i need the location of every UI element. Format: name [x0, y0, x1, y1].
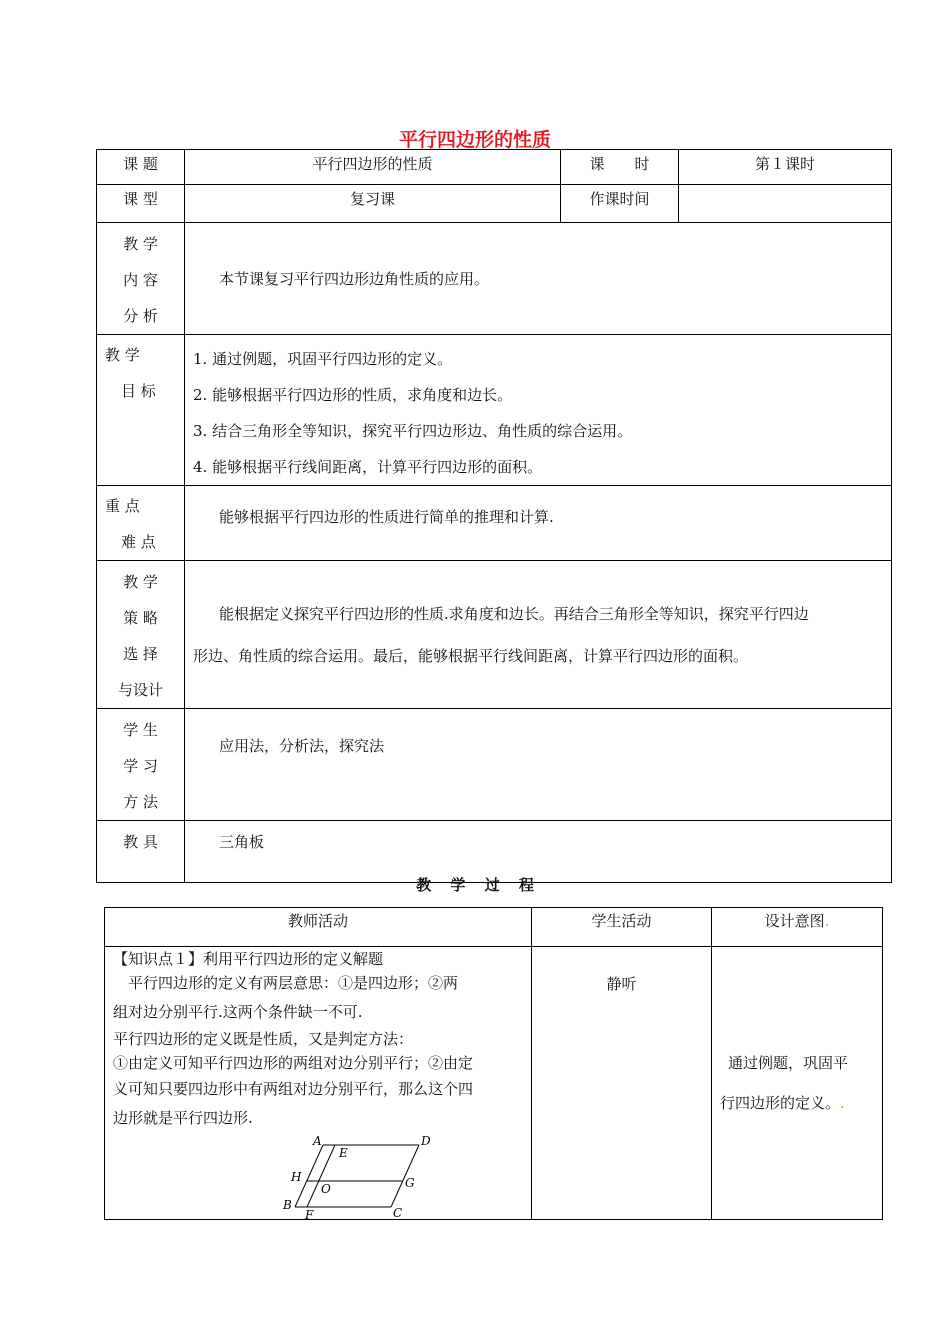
label-d: D	[421, 1134, 431, 1148]
key-value: 能够根据平行四边形的性质进行简单的推理和计算.	[185, 486, 892, 561]
strategy-label: 教 学 策 略 选 择 与设计	[97, 561, 185, 709]
content-label: 教 学 内 容 分 析	[97, 223, 185, 335]
segment-ef	[307, 1145, 335, 1207]
teacher-activity: 【知识点１】利用平行四边形的定义解题 平行四边形的定义有两层意思：①是四边形；②两 组对边分别平行.这两个条件缺一不可. 平行四边形的定义既是性质，又是判定方法： ①由定义可知平行四边形的两组对边分别平行；②由定 义可知只要四边形中有两组对边分别平行，那么这个四 边形就是平行四边形. A D E H O G B F C	[105, 947, 532, 1220]
col-design: 设计意图.	[712, 908, 883, 947]
label-h: H	[291, 1170, 302, 1184]
strategy-value: 能根据定义探究平行四边形的性质.求角度和边长。再结合三角形全等知识，探究平行四边 形边、角性质的综合运用。最后，能够根据平行线间距离，计算平行四边形的面积。	[185, 561, 892, 709]
label-c: C	[393, 1206, 403, 1220]
col-student: 学生活动	[532, 908, 712, 947]
method-label: 学 生 学 习 方 法	[97, 709, 185, 821]
topic-value: 平行四边形的性质	[185, 150, 561, 185]
period-label: 课 时	[561, 150, 679, 185]
time-value	[679, 185, 892, 223]
lesson-info-table	[96, 149, 892, 883]
label-o: O	[321, 1182, 331, 1196]
tools-label: 教 具	[97, 821, 185, 883]
parallelogram-figure	[279, 1134, 439, 1222]
knowledge-point-title: 【知识点１】利用平行四边形的定义解题	[113, 950, 384, 968]
key-label: 重 点 难 点	[97, 486, 185, 561]
type-value: 复习课	[185, 185, 561, 223]
label-b: B	[283, 1198, 292, 1212]
topic-label: 课 题	[97, 150, 185, 185]
process-heading: 教 学 过 程	[416, 876, 534, 894]
goals-label: 教 学 目 标	[97, 335, 185, 486]
student-activity: 静听	[532, 947, 712, 1220]
page-title: 平行四边形的性质	[398, 129, 551, 151]
teaching-process-table	[104, 907, 883, 1220]
col-teacher: 教师活动	[105, 908, 532, 947]
content-value: 本节课复习平行四边形边角性质的应用。	[185, 223, 892, 335]
label-a: A	[313, 1134, 322, 1148]
type-label: 课 型	[97, 185, 185, 223]
goal-item: 2. 能够根据平行四边形的性质，求角度和边长。	[193, 386, 513, 404]
goals-list	[185, 335, 892, 486]
design-intent: 通过例题，巩固平 行四边形的定义。.	[712, 947, 883, 1220]
label-e: E	[339, 1146, 348, 1160]
goal-item: 1. 通过例题，巩固平行四边形的定义。	[193, 350, 453, 368]
label-f: F	[305, 1208, 314, 1222]
goal-item: 4. 能够根据平行线间距离，计算平行四边形的面积。	[193, 458, 543, 476]
time-label: 作课时间	[561, 185, 679, 223]
label-g: G	[405, 1176, 415, 1190]
method-value: 应用法，分析法，探究法	[185, 709, 892, 821]
goal-item: 3. 结合三角形全等知识，探究平行四边形边、角性质的综合运用。	[193, 422, 633, 440]
tools-value: 三角板	[185, 821, 892, 883]
period-value: 第１课时	[679, 150, 892, 185]
